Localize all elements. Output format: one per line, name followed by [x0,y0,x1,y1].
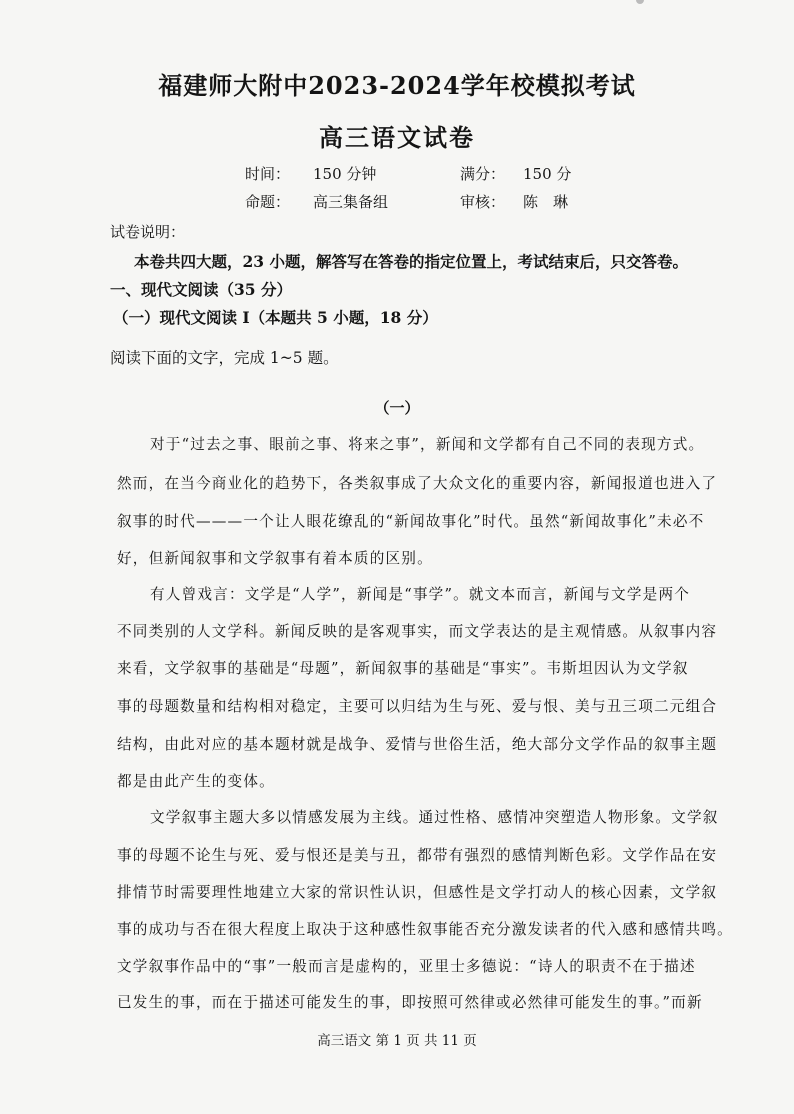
score-label: 满分： [460,165,506,183]
author-label: 命题： [245,193,291,211]
passage-line: 对于“过去之事、眼前之事、将来之事”，新闻和文学都有自己不同的表现方式。 [150,436,705,453]
passage-line: 已发生的事，而在于描述可能发生的事，即按照可然律或必然律可能发生的事。”而新 [117,994,703,1011]
time-label: 时间： [245,165,291,183]
passage-line: 叙事的时代———一个让人眼花缭乱的“新闻故事化”时代。虽然“新闻故事化”未必不 [117,513,705,530]
time-value: 150 分钟 [313,165,377,183]
passage-line: 事的成功与否在很大程度上取决于这种感性叙事能否充分激发读者的代入感和感情共鸣。 [117,921,733,938]
review-label: 审核： [460,193,506,211]
passage-line: 好，但新闻叙事和文学叙事有着本质的区别。 [117,550,433,567]
instructions-text: 本卷共四大题，23 小题，解答写在答卷的指定位置上，考试结束后，只交答卷。 [134,252,688,271]
passage-part-label: （一） [374,399,420,417]
passage-line: 事的母题不论生与死、爱与恨还是美与丑，都带有强烈的感情判断色彩。文学作品在安 [117,847,718,864]
passage-line: 排情节时需要理性地建立大家的常识性认识，但感性是文学打动人的核心因素，文学叙 [117,884,718,901]
passage-line: 文学叙事作品中的“事”一般而言是虚构的，亚里士多德说：“诗人的职责不在于描述 [117,958,696,975]
author-value: 高三集备组 [313,193,389,211]
passage-line: 不同类别的人文学科。新闻反映的是客观事实，而文学表达的是主观情感。从叙事内容 [117,623,718,640]
passage-line: 事的母题数量和结构相对稳定，主要可以归结为生与死、爱与恨、美与丑三项二元组合 [117,698,718,715]
reading-prompt: 阅读下面的文字，完成 1~5 题。 [110,349,339,367]
paper-subtitle: 高三语文试卷 [319,123,475,152]
scan-mark [636,0,644,4]
score-value: 150 分 [523,165,572,183]
exam-title: 福建师大附中2023-2024学年校模拟考试 [158,71,636,100]
passage-line: 都是由此产生的变体。 [117,773,275,790]
page-footer: 高三语文 第 1 页 共 11 页 [317,1033,477,1049]
review-value: 陈 琳 [523,193,569,211]
passage-line: 然而，在当今商业化的趋势下，各类叙事成了大众文化的重要内容，新闻报道也进入了 [117,475,718,492]
passage-line: 文学叙事主题大多以情感发展为主线。通过性格、感情冲突塑造人物形象。文学叙 [150,809,719,826]
passage-line: 结构，由此对应的基本题材就是战争、爱情与世俗生活，绝大部分文学作品的叙事主题 [117,736,718,753]
section-heading: 一、现代文阅读（35 分） [110,280,292,299]
instructions-label: 试卷说明： [110,223,186,241]
passage-line: 有人曾戏言：文学是“人学”，新闻是“事学”。就文本而言，新闻与文学是两个 [150,586,691,603]
passage-line: 来看，文学叙事的基础是“母题”，新闻叙事的基础是“事实”。韦斯坦因认为文学叙 [117,660,689,677]
subsection-heading: （一）现代文阅读 I（本题共 5 小题，18 分） [113,308,438,327]
